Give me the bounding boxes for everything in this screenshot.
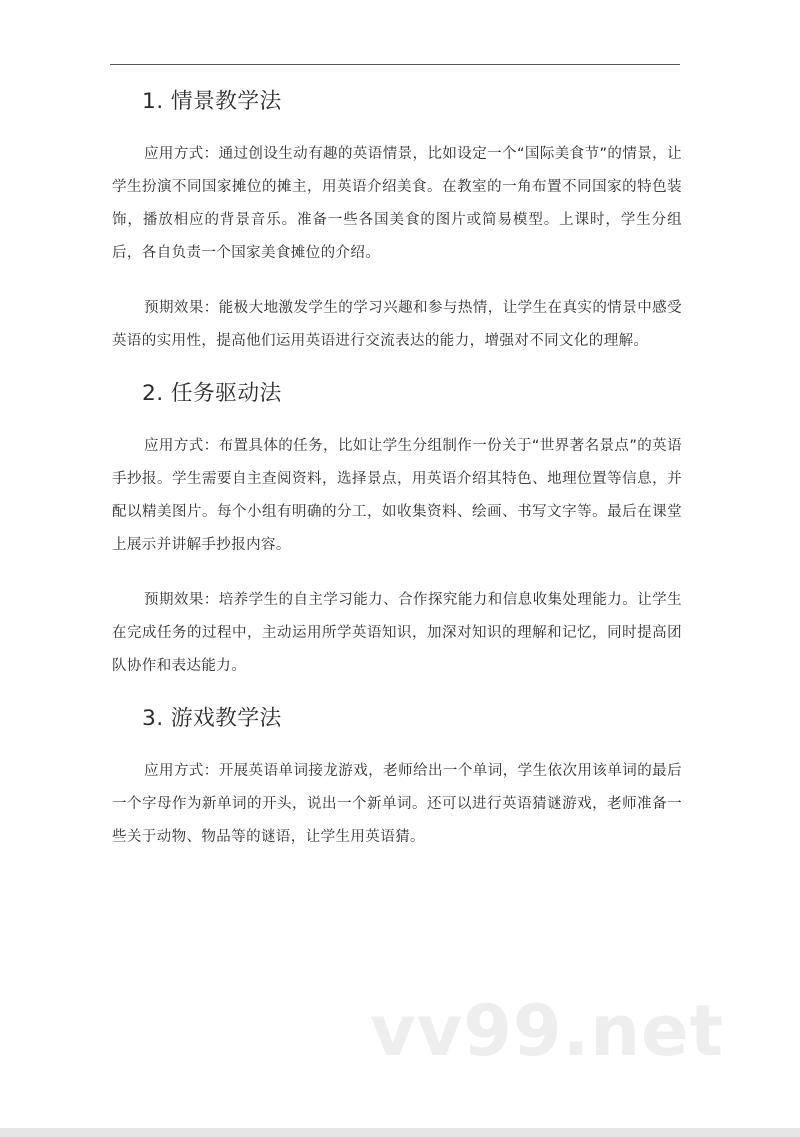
section-heading-1: 1. 情景教学法 <box>142 89 282 114</box>
watermark: vv99.net <box>370 990 725 1072</box>
section-heading-3: 3. 游戏教学法 <box>142 706 282 731</box>
section-2-paragraph-2: 预期效果：培养学生的自主学习能力、合作探究能力和信息收集处理能力。让学生在完成任务的过程中，主动运用所学英语知识，加深对知识的理解和记忆，同时提高团队协作和表达能力。 <box>112 592 682 674</box>
section-3-paragraph-1: 应用方式：开展英语单词接龙游戏，老师给出一个单词，学生依次用该单词的最后一个字母作为新单词的开头，说出一个新单词。还可以进行英语猜谜游戏，老师准备一些关于动物、物品等的谜语，让学生用英语猜。 <box>112 763 682 845</box>
section-1-paragraph-2: 预期效果：能极大地激发学生的学习兴趣和参与热情，让学生在真实的情景中感受英语的实用性，提高他们运用英语进行交流表达的能力，增强对不同文化的理解。 <box>112 300 682 349</box>
section-2-paragraph-1: 应用方式：布置具体的任务，比如让学生分组制作一份关于“世界著名景点”的英语手抄报。学生需要自主查阅资料，选择景点，用英语介绍其特色、地理位置等信息，并配以精美图片。每个小组有明确的分工，如收集资料、绘画、书写文字等。最后在课堂上展示并讲解手抄报内容。 <box>112 438 682 553</box>
header-rule <box>110 64 680 65</box>
section-heading-2: 2. 任务驱动法 <box>142 381 282 406</box>
section-1-paragraph-1: 应用方式：通过创设生动有趣的英语情景，比如设定一个“国际美食节”的情景，让学生扮演不同国家摊位的摊主，用英语介绍美食。在教室的一角布置不同国家的特色装饰，播放相应的背景音乐。准备一些各国美食的图片或简易模型。上课时，学生分组后，各自负责一个国家美食摊位的介绍。 <box>112 146 682 261</box>
page-bottom-edge <box>0 1128 800 1137</box>
document-body <box>112 88 682 854</box>
